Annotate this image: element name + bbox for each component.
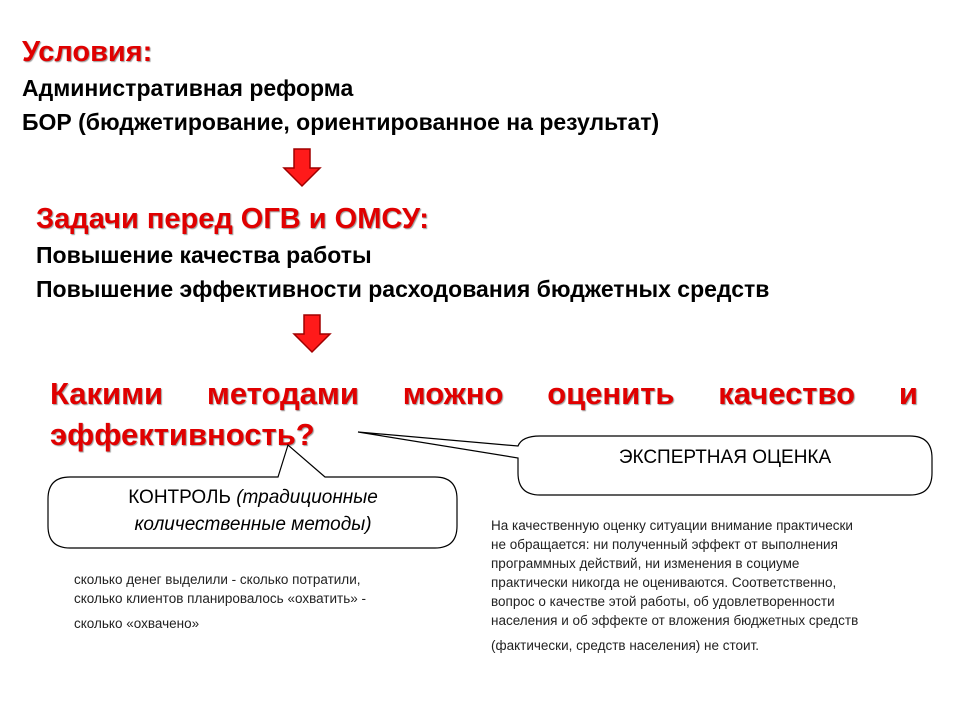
tasks-heading: Задачи перед ОГВ и ОМСУ: — [36, 203, 429, 235]
question-word: методами — [206, 376, 359, 411]
conditions-heading: Условия: — [22, 36, 153, 68]
control-note-part1: (традиционные — [236, 487, 378, 508]
question-word: оценить — [547, 376, 675, 411]
control-note-part2: количественные методы) — [134, 514, 372, 535]
question-word: можно — [402, 376, 504, 411]
control-desc-line: сколько «охвачено» — [74, 616, 200, 631]
expert-desc-line: (фактически, средств населения) не стоит. — [491, 638, 760, 653]
control-label: КОНТРОЛЬ — [128, 487, 231, 508]
conditions-line-1: Административная реформа — [22, 75, 354, 101]
question-word: и — [898, 376, 918, 411]
tasks-line-2: Повышение эффективности расходования бюджетных средств — [36, 276, 770, 302]
question-line-2: эффективность? — [50, 417, 315, 452]
expert-description — [491, 516, 858, 655]
expert-desc-line: населения и об эффекте от вложения бюджетных средств — [491, 613, 859, 628]
expert-desc-line: На качественную оценку ситуации внимание практически — [491, 518, 853, 533]
expert-desc-line: программных действий, ни изменения в социуме — [491, 556, 800, 571]
expert-desc-line: вопрос о качестве этой работы, об удовлетворенности — [491, 594, 835, 609]
control-description — [74, 570, 366, 633]
control-callout-text — [54, 484, 452, 538]
question-word: Какими — [50, 376, 164, 411]
conditions-line-2: БОР (бюджетирование, ориентированное на результат) — [22, 109, 660, 135]
control-desc-line: сколько денег выделили - сколько потратили, — [74, 572, 361, 587]
expert-desc-line: практически никогда не оцениваются. Соответственно, — [491, 575, 837, 590]
tasks-line-1: Повышение качества работы — [36, 242, 372, 268]
expert-callout-label: ЭКСПЕРТНАЯ ОЦЕНКА — [618, 447, 832, 468]
question-word: качество — [718, 376, 856, 411]
expert-desc-line: не обращается: ни полученный эффект от выполнения — [491, 537, 838, 552]
control-desc-line: сколько клиентов планировалось «охватить» - — [74, 591, 366, 606]
